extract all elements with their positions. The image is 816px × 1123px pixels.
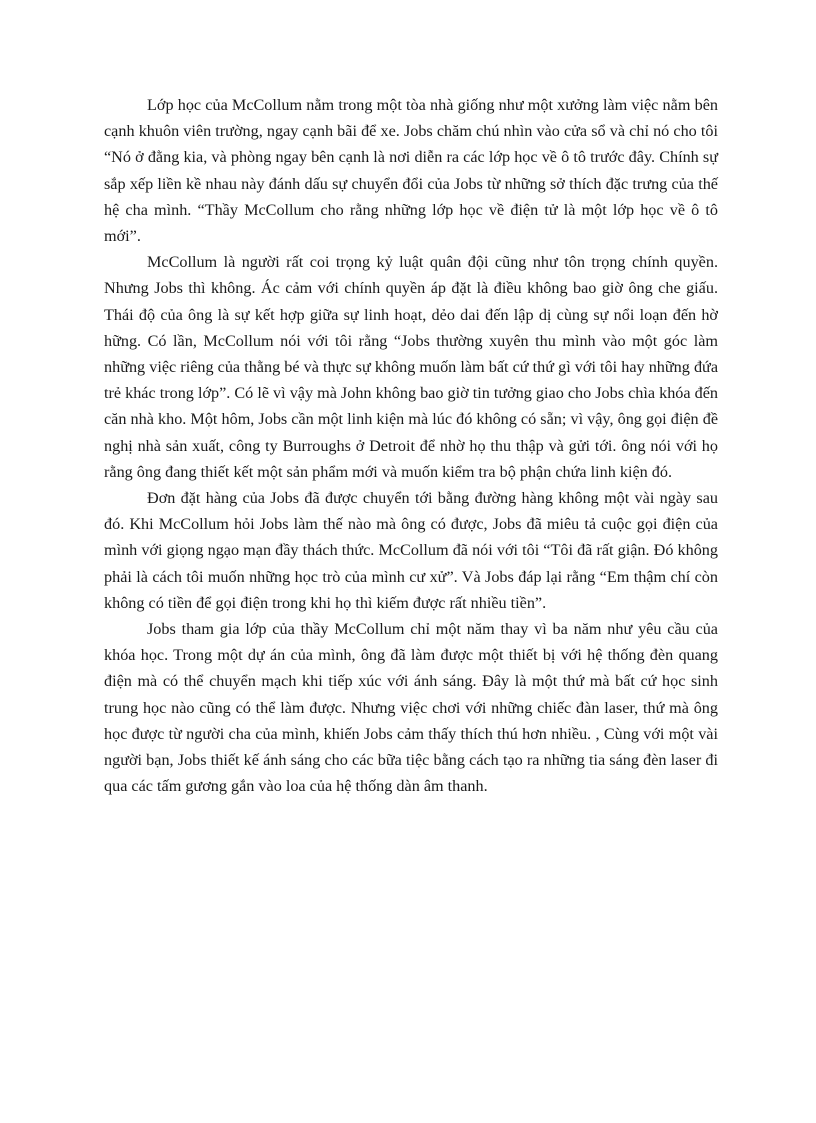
paragraph-classroom: Lớp học của McCollum nằm trong một tòa nhà giống như một xưởng làm việc nằm bên cạnh khuôn viên trường, ngay cạnh bãi để xe. Jobs chăm chú nhìn vào cửa sổ và chỉ nó cho tôi “Nó ở đằng kia, và phòng ngay bên cạnh là nơi diễn ra các lớp học về ô tô trước đây. Chính sự sắp xếp liền kề nhau này đánh dấu sự chuyển đổi của Jobs từ những sở thích đặc trưng của thế hệ cha mình. “Thầy McCollum cho rằng những lớp học về điện tử là một lớp học về ô tô mới”. [104, 96, 718, 246]
paragraph-laser: Jobs tham gia lớp của thầy McCollum chỉ một năm thay vì ba năm như yêu cầu của khóa học. Trong một dự án của mình, ông đã làm được một thiết bị với hệ thống đèn quang điện mà có thể chuyển mạch khi tiếp xúc với ánh sáng. Đây là một thứ mà bất cứ học sinh trung học nào cũng có thể làm được. Nhưng việc chơi với những chiếc đàn laser, thứ mà ông học được từ người cha của mình, khiến Jobs cảm thấy thích thú hơn nhiều. , Cùng với một vài người bạn, Jobs thiết kế ánh sáng cho các bữa tiệc bằng cách tạo ra những tia sáng đèn laser đi qua các tấm gương gắn vào loa của hệ thống dàn âm thanh. [104, 620, 718, 796]
paragraph-order: Đơn đặt hàng của Jobs đã được chuyển tới bằng đường hàng không một vài ngày sau đó. Khi McCollum hỏi Jobs làm thế nào mà ông có được, Jobs đã miêu tả cuộc gọi điện của mình với giọng ngạo mạn đầy thách thức. McCollum đã nói với tôi “Tôi đã rất giận. Đó không phải là cách tôi muốn những học trò của mình cư xử”. Và Jobs đáp lại rằng “Em thậm chí còn không có tiền để gọi điện trong khi họ thì kiếm được rất nhiều tiền”. [104, 489, 718, 612]
paragraph-discipline: McCollum là người rất coi trọng kỷ luật quân đội cũng như tôn trọng chính quyền. Nhưng Jobs thì không. Ác cảm với chính quyền áp đặt là điều không bao giờ ông che giấu. Thái độ của ông là sự kết hợp giữa sự linh hoạt, dẻo dai đến lập dị cùng sự nổi loạn đến hờ hững. Có lần, McCollum nói với tôi rằng “Jobs thường xuyên thu mình vào một góc làm những việc riêng của thằng bé và thực sự không muốn làm bất cứ thứ gì với tôi hay những đứa trẻ khác trong lớp”. Có lẽ vì vậy mà John không bao giờ tin tưởng giao cho Jobs chìa khóa đến căn nhà kho. Một hôm, Jobs cần một linh kiện mà lúc đó không có sẵn; vì vậy, ông gọi điện đề nghị nhà sản xuất, công ty Burroughs ở Detroit để nhờ họ thu thập và gửi tới. ông nói với họ rằng ông đang thiết kết một sản phẩm mới và muốn kiểm tra bộ phận chứa linh kiện đó. [104, 253, 718, 481]
document-body [104, 92, 718, 799]
